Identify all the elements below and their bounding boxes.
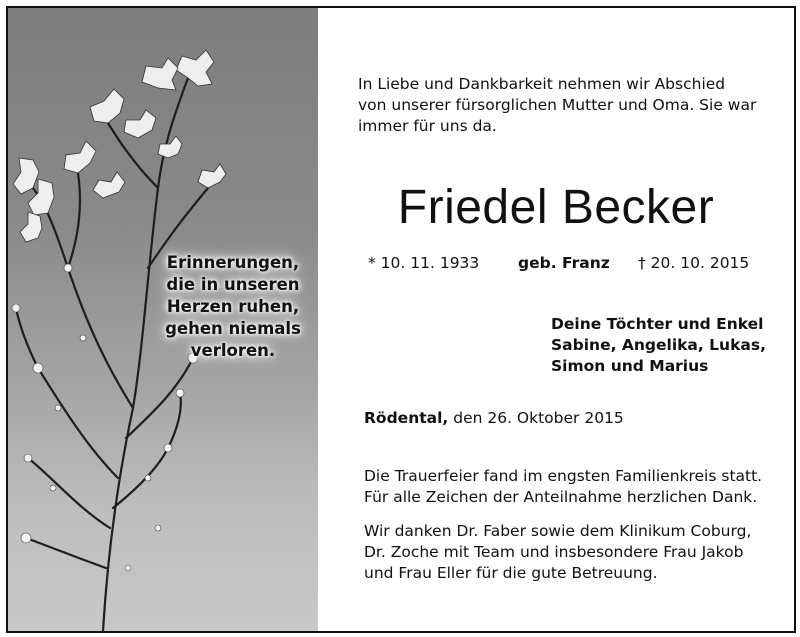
intro-line: In Liebe und Dankbarkeit nehmen wir Abschied [358, 75, 726, 93]
death-date: † 20. 10. 2015 [638, 254, 750, 272]
maiden-name: geb. Franz [518, 254, 610, 272]
note-line: und Frau Eller für die gute Betreuung. [364, 564, 658, 582]
quote-line: verloren. [190, 341, 276, 360]
funeral-note [364, 466, 762, 508]
thanks-note [364, 521, 751, 584]
family-signature [551, 314, 766, 377]
note-line: Dr. Zoche mit Team und insbesondere Frau Jakob [364, 543, 744, 561]
quote-line: Erinnerungen, [166, 253, 300, 272]
quote-line: gehen niemals [165, 319, 301, 338]
deceased-name: Friedel Becker [397, 181, 715, 234]
quote-line: die in unseren [166, 275, 300, 294]
date: den 26. Oktober 2015 [448, 409, 624, 427]
note-line: Für alle Zeichen der Anteilnahme herzlichen Dank. [364, 488, 758, 506]
obituary-card [6, 6, 796, 633]
quote-line: Herzen ruhen, [166, 297, 300, 316]
birth-date: * 10. 11. 1933 [368, 254, 480, 272]
intro-line: immer für uns da. [358, 117, 497, 135]
note-line: Wir danken Dr. Faber sowie dem Klinikum Coburg, [364, 522, 752, 540]
place: Rödental, [364, 409, 449, 427]
place-date [364, 408, 624, 429]
family-line: Simon und Marius [551, 357, 709, 375]
memorial-quote [158, 252, 308, 362]
intro-line: von unserer fürsorglichen Mutter und Oma. Sie war [358, 96, 757, 114]
note-line: Die Trauerfeier fand im engsten Familienkreis statt. [364, 467, 763, 485]
flower-photo [8, 8, 318, 631]
family-line: Sabine, Angelika, Lukas, [551, 336, 766, 354]
intro-text [358, 74, 758, 137]
family-line: Deine Töchter und Enkel [551, 315, 764, 333]
